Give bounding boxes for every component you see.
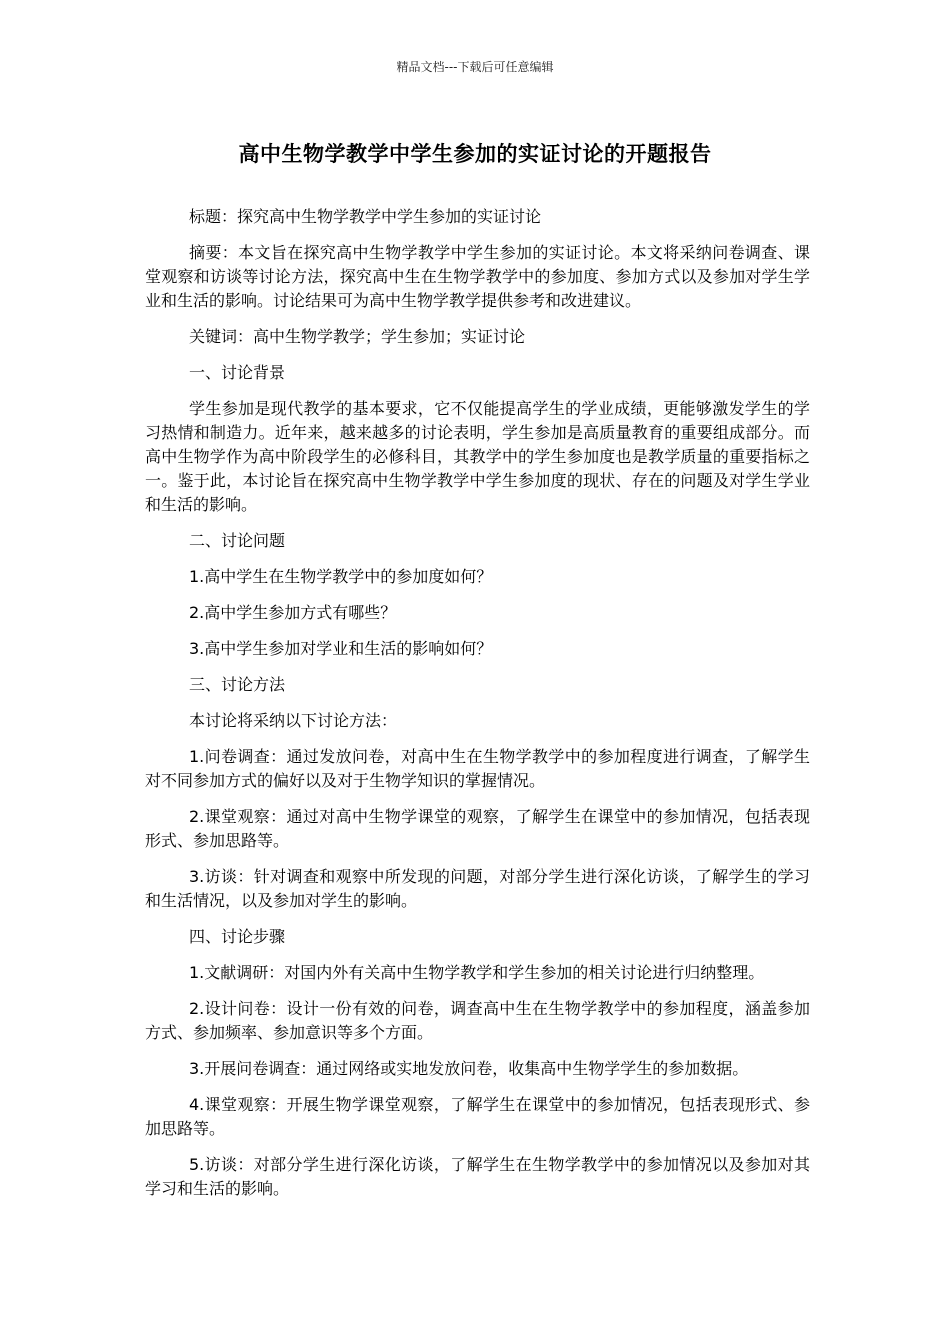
list-item: 1.问卷调查：通过发放问卷，对高中生在生物学教学中的参加程度进行调查，了解学生对不同参加方式的偏好以及对于生物学知识的掌握情况。 [145, 747, 810, 790]
list-item: 3.开展问卷调查：通过网络或实地发放问卷，收集高中生物学学生的参加数据。 [189, 1059, 749, 1078]
list-item: 4.课堂观察：开展生物学课堂观察，了解学生在课堂中的参加情况，包括表现形式、参加思路等。 [145, 1095, 810, 1138]
document-title: 高中生物学教学中学生参加的实证讨论的开题报告 [238, 142, 712, 166]
list-item: 1.高中学生在生物学教学中的参加度如何？ [189, 567, 493, 586]
section-heading: 一、讨论背景 [189, 363, 286, 382]
list-item: 3.高中学生参加对学业和生活的影响如何？ [189, 639, 493, 658]
paragraph-abstract: 摘要：本文旨在探究高中生物学教学中学生参加的实证讨论。本文将采纳问卷调查、课堂观察和访谈等讨论方法，探究高中生在生物学教学中的参加度、参加方式以及参加对学生学业和生活的影响。讨论结果可为高中生物学教学提供参考和改进建议。 [145, 243, 810, 310]
paragraph-title-line: 标题：探究高中生物学教学中学生参加的实证讨论 [189, 207, 542, 226]
list-item: 1.文献调研：对国内外有关高中生物学教学和学生参加的相关讨论进行归纳整理。 [189, 963, 765, 982]
paragraph: 本讨论将采纳以下讨论方法： [189, 711, 398, 730]
page-header: 精品文档---下载后可任意编辑 [396, 60, 554, 74]
paragraph-keywords: 关键词：高中生物学教学；学生参加；实证讨论 [189, 327, 526, 346]
section-heading: 二、讨论问题 [189, 531, 286, 550]
document-body [145, 205, 810, 1213]
list-item: 5.访谈：对部分学生进行深化访谈，了解学生在生物学教学中的参加情况以及参加对其学习和生活的影响。 [145, 1155, 810, 1198]
list-item: 2.高中学生参加方式有哪些？ [189, 603, 397, 622]
section-heading: 三、讨论方法 [189, 675, 286, 694]
section-heading: 四、讨论步骤 [189, 927, 286, 946]
paragraph: 学生参加是现代教学的基本要求，它不仅能提高学生的学业成绩，更能够激发学生的学习热情和制造力。近年来，越来越多的讨论表明，学生参加是高质量教育的重要组成部分。而高中生物学作为高中阶段学生的必修科目，其教学中的学生参加度也是教学质量的重要指标之一。鉴于此，本讨论旨在探究高中生物学教学中学生参加度的现状、存在的问题及对学生学业和生活的影响。 [145, 399, 810, 514]
list-item: 2.设计问卷：设计一份有效的问卷，调查高中生在生物学教学中的参加程度，涵盖参加方式、参加频率、参加意识等多个方面。 [145, 999, 810, 1042]
list-item: 2.课堂观察：通过对高中生物学课堂的观察，了解学生在课堂中的参加情况，包括表现形式、参加思路等。 [145, 807, 810, 850]
list-item: 3.访谈：针对调查和观察中所发现的问题，对部分学生进行深化访谈，了解学生的学习和生活情况，以及参加对学生的影响。 [145, 867, 810, 910]
